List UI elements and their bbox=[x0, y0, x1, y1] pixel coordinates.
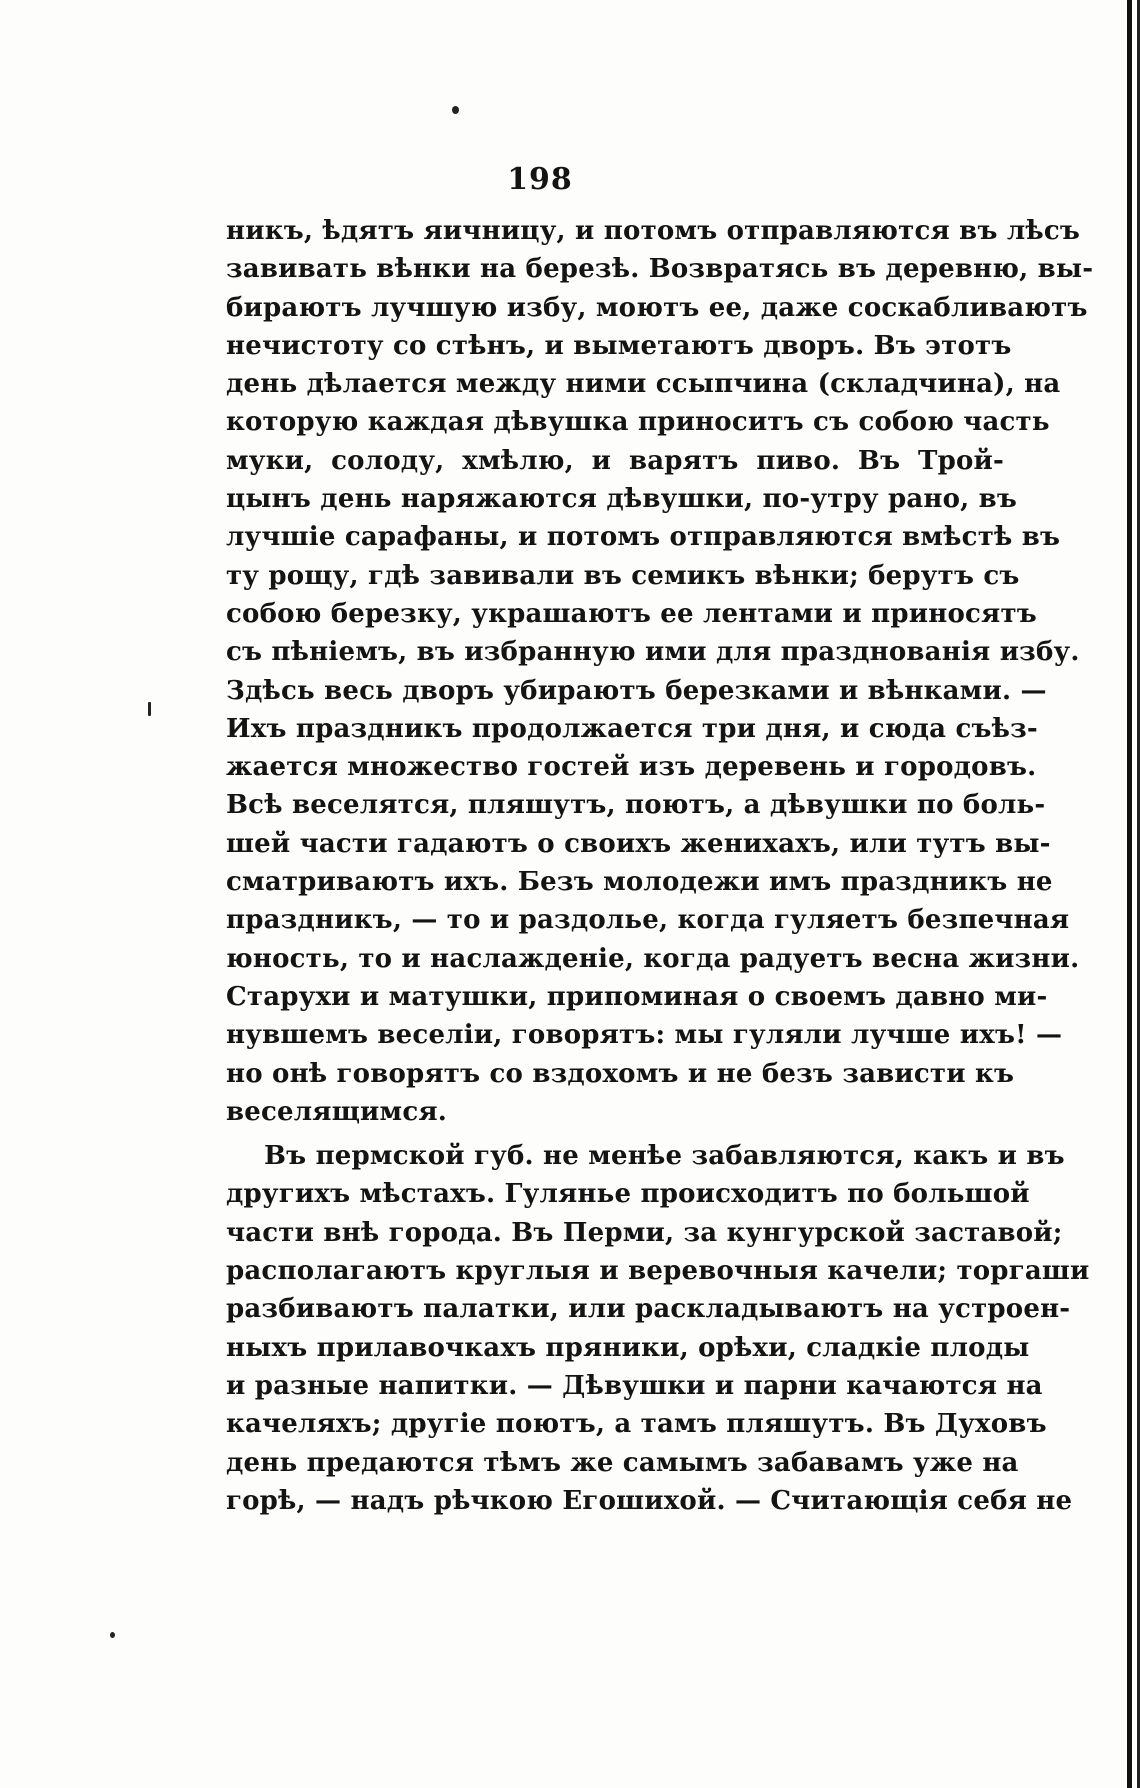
text-line: Здѣсь весь дворъ убираютъ березками и вѣнками. — bbox=[226, 675, 1047, 706]
text-line: Всѣ веселятся, пляшутъ, поютъ, а дѣвушки по боль- bbox=[226, 790, 1046, 821]
page-number: 198 bbox=[507, 162, 573, 197]
paragraph-1 bbox=[226, 212, 1094, 1131]
text-line: праздникъ, — то и раздолье, когда гуляетъ безпечная bbox=[226, 905, 1070, 936]
text-line: юность, то и наслажденіе, когда радуетъ весна жизни. bbox=[226, 943, 1080, 974]
ink-speck bbox=[110, 1632, 115, 1638]
text-line: лучшіе сарафаны, и потомъ отправляются вмѣстѣ въ bbox=[226, 522, 1061, 553]
text-line: которую каждая дѣвушка приноситъ съ собою часть bbox=[226, 407, 1050, 438]
text-line: Старухи и матушки, припоминая о своемъ давно ми- bbox=[226, 981, 1048, 1012]
text-line: качеляхъ; другіе поютъ, а тамъ пляшутъ. Въ Духовъ bbox=[226, 1409, 1047, 1440]
text-line: собою березку, украшаютъ ее лентами и приносятъ bbox=[226, 598, 1037, 629]
text-line: части внѣ города. Въ Перми, за кунгурской заставой; bbox=[226, 1217, 1063, 1248]
text-line: сматриваютъ ихъ. Безъ молодежи имъ праздникъ не bbox=[226, 867, 1053, 898]
text-line: другихъ мѣстахъ. Гулянье происходитъ по большой bbox=[226, 1179, 1030, 1210]
text-line: бираютъ лучшую избу, моютъ ее, даже соскабливаютъ bbox=[226, 292, 1088, 323]
text-line: жается множество гостей изъ деревень и городовъ. bbox=[226, 752, 1037, 783]
text-line: располагаютъ круглыя и веревочныя качели; торгаши bbox=[226, 1256, 1090, 1287]
text-line: никъ, ѣдятъ яичницу, и потомъ отправляются въ лѣсъ bbox=[226, 216, 1081, 246]
text-line: нечистоту со стѣнъ, и выметаютъ дворъ. Въ этотъ bbox=[226, 330, 1012, 361]
text-line: но онѣ говорятъ со вздохомъ и не безъ зависти къ bbox=[226, 1058, 1015, 1089]
text-line: день предаются тѣмъ же самымъ забавамъ уже на bbox=[226, 1447, 1019, 1478]
text-line: съ пѣніемъ, въ избранную ими для празднованія избу. bbox=[226, 637, 1080, 668]
ink-speck bbox=[148, 702, 151, 716]
text-line: горѣ, — надъ рѣчкою Егошихой. — Считающія себя не bbox=[226, 1485, 1073, 1516]
text-line: день дѣлается между ними ссыпчина (складчина), на bbox=[226, 369, 1061, 400]
body-text bbox=[226, 212, 1094, 1520]
text-line: завивать вѣнки на березѣ. Возвратясь въ деревню, вы- bbox=[226, 254, 1094, 285]
text-line: и разные напитки. — Дѣвушки и парни качаются на bbox=[226, 1370, 1043, 1401]
text-line: ныхъ прилавочкахъ пряники, орѣхи, сладкіе плоды bbox=[226, 1332, 1030, 1363]
text-line: Въ пермской губ. не менѣе забавляются, какъ и въ bbox=[264, 1141, 1065, 1172]
text-line: нувшемъ веселіи, говорятъ: мы гуляли лучше ихъ! — bbox=[226, 1020, 1063, 1051]
page-edge-shadow bbox=[1127, 0, 1132, 1788]
text-line: веселящимся. bbox=[226, 1096, 448, 1127]
text-line: цынъ день наряжаются дѣвушки, по-утру рано, въ bbox=[226, 484, 1018, 515]
paragraph-2 bbox=[226, 1137, 1090, 1520]
text-line: разбиваютъ палатки, или раскладываютъ на устроен- bbox=[226, 1294, 1071, 1325]
ink-speck bbox=[452, 106, 459, 114]
text-line: Ихъ праздникъ продолжается три дня, и сюда съѣз- bbox=[226, 713, 1038, 744]
text-line: шей части гадаютъ о своихъ женихахъ, или тутъ вы- bbox=[226, 828, 1051, 859]
text-line: ту рощу, гдѣ завивали въ семикъ вѣнки; берутъ съ bbox=[226, 560, 1020, 591]
text-line: муки, солоду, хмѣлю, и варятъ пиво. Въ Трой- bbox=[226, 445, 1004, 476]
